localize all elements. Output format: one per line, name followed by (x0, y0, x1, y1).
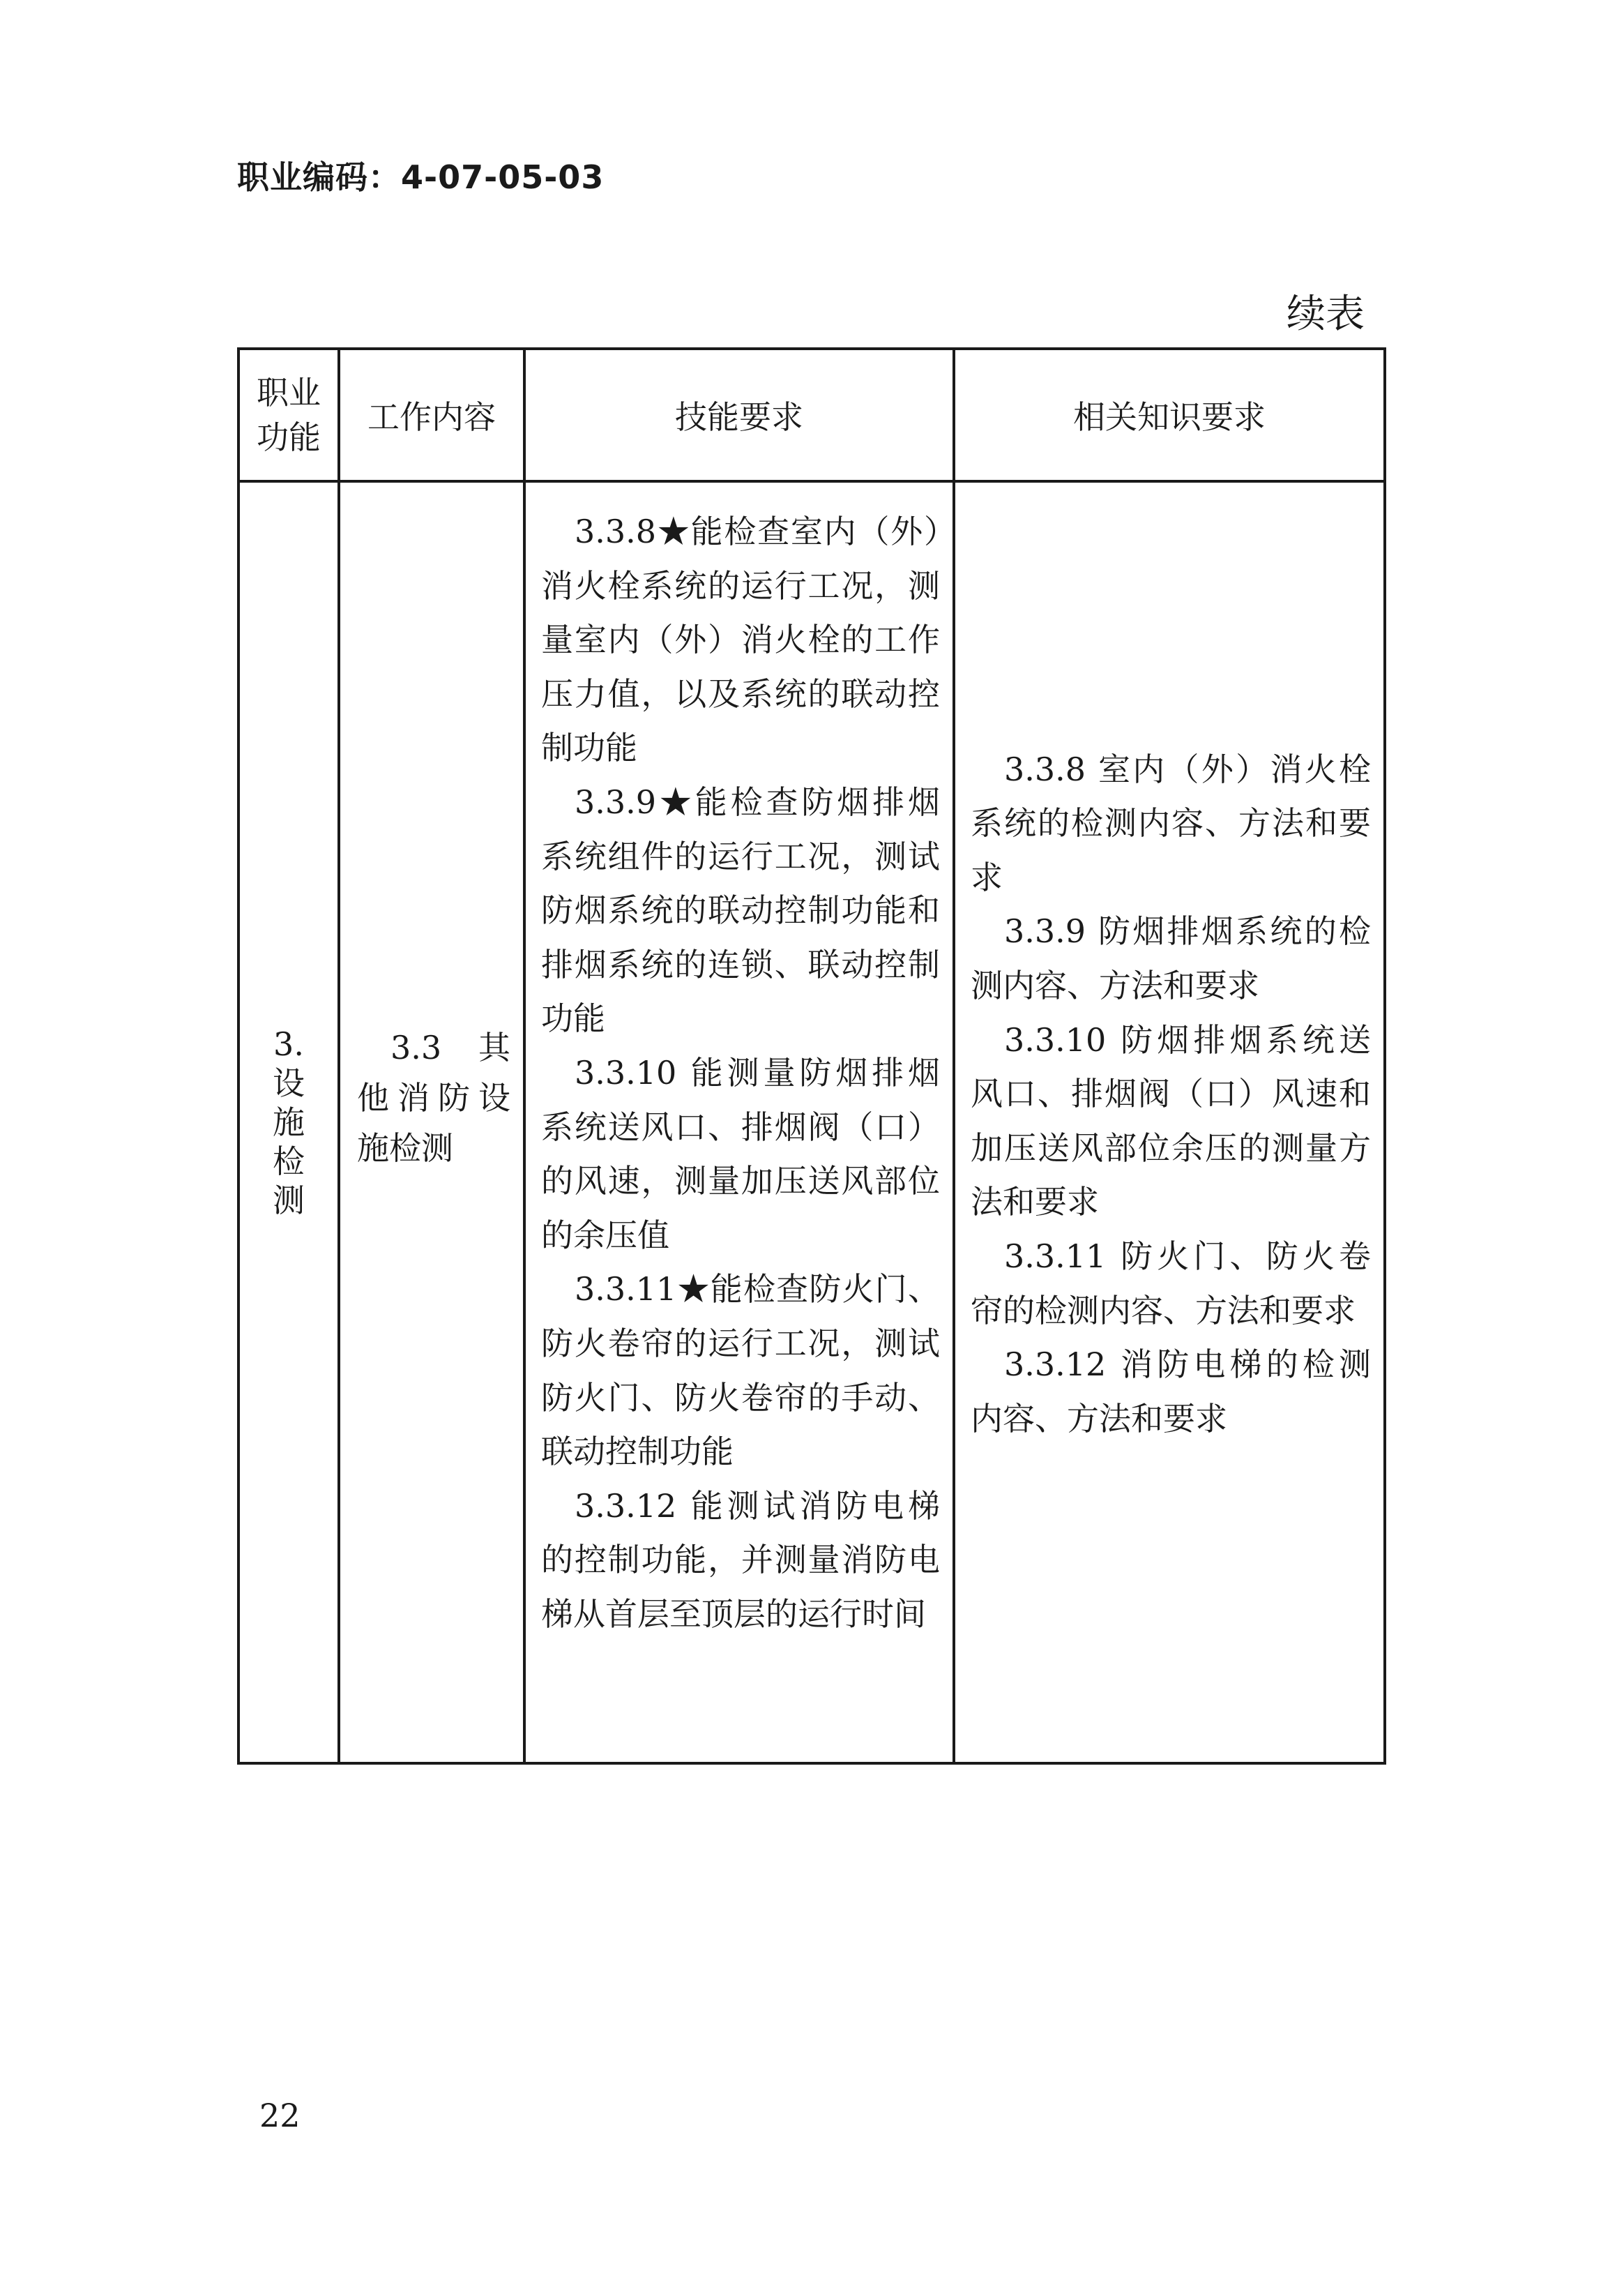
skill-item: 3.3.8★能检查室内（外）消火栓系统的运行工况，测量室内（外）消火栓的工作压力值，以及系统的联动控制功能 (541, 513, 940, 767)
function-number: 3. (273, 1025, 304, 1063)
header-work-content: 工作内容 (339, 349, 524, 481)
knowledge-item: 3.3.11 防火门、防火卷帘的检测内容、方法和要求 (971, 1237, 1371, 1329)
header-skill-requirements: 技能要求 (524, 349, 954, 481)
occupation-code: 职业编码：4-07-05-03 (237, 158, 605, 196)
header-knowledge-requirements: 相关知识要求 (954, 349, 1385, 481)
function-cell (238, 481, 339, 1763)
knowledge-item: 3.3.9 防烟排烟系统的检测内容、方法和要求 (971, 912, 1371, 1005)
knowledge-item: 3.3.10 防烟排烟系统送风口、排烟阀（口）风速和加压送风部位余压的测量方法和要求 (971, 1020, 1371, 1221)
skill-item: 3.3.9★能检查防烟排烟系统组件的运行工况，测试防烟系统的联动控制功能和排烟系统的连锁、联动控制功能 (541, 783, 940, 1038)
work-content-cell: 3.3 其他消防设施检测 (339, 481, 524, 1763)
skill-item: 3.3.11★能检查防火门、防火卷帘的运行工况，测试防火门、防火卷帘的手动、联动控制功能 (541, 1270, 940, 1471)
skills-cell (524, 481, 954, 1763)
knowledge-cell (954, 481, 1385, 1763)
table-continued-label: 续表 (1287, 292, 1365, 337)
skill-item: 3.3.12 能测试消防电梯的控制功能，并测量消防电梯从首层至顶层的运行时间 (541, 1486, 940, 1633)
skills-table (237, 347, 1386, 1765)
table-header-row (238, 349, 1385, 481)
skill-item: 3.3.10 能测量防烟排烟系统送风口、排烟阀（口）的风速，测量加压送风部位的余压值 (541, 1053, 940, 1254)
knowledge-item: 3.3.12 消防电梯的检测内容、方法和要求 (971, 1345, 1371, 1438)
page-number: 22 (259, 2097, 301, 2134)
function-name: 设施检测 (273, 1064, 305, 1219)
table-row (238, 481, 1385, 1763)
header-function: 职业功能 (238, 349, 339, 481)
knowledge-item: 3.3.8 室内（外）消火栓系统的检测内容、方法和要求 (971, 750, 1371, 896)
